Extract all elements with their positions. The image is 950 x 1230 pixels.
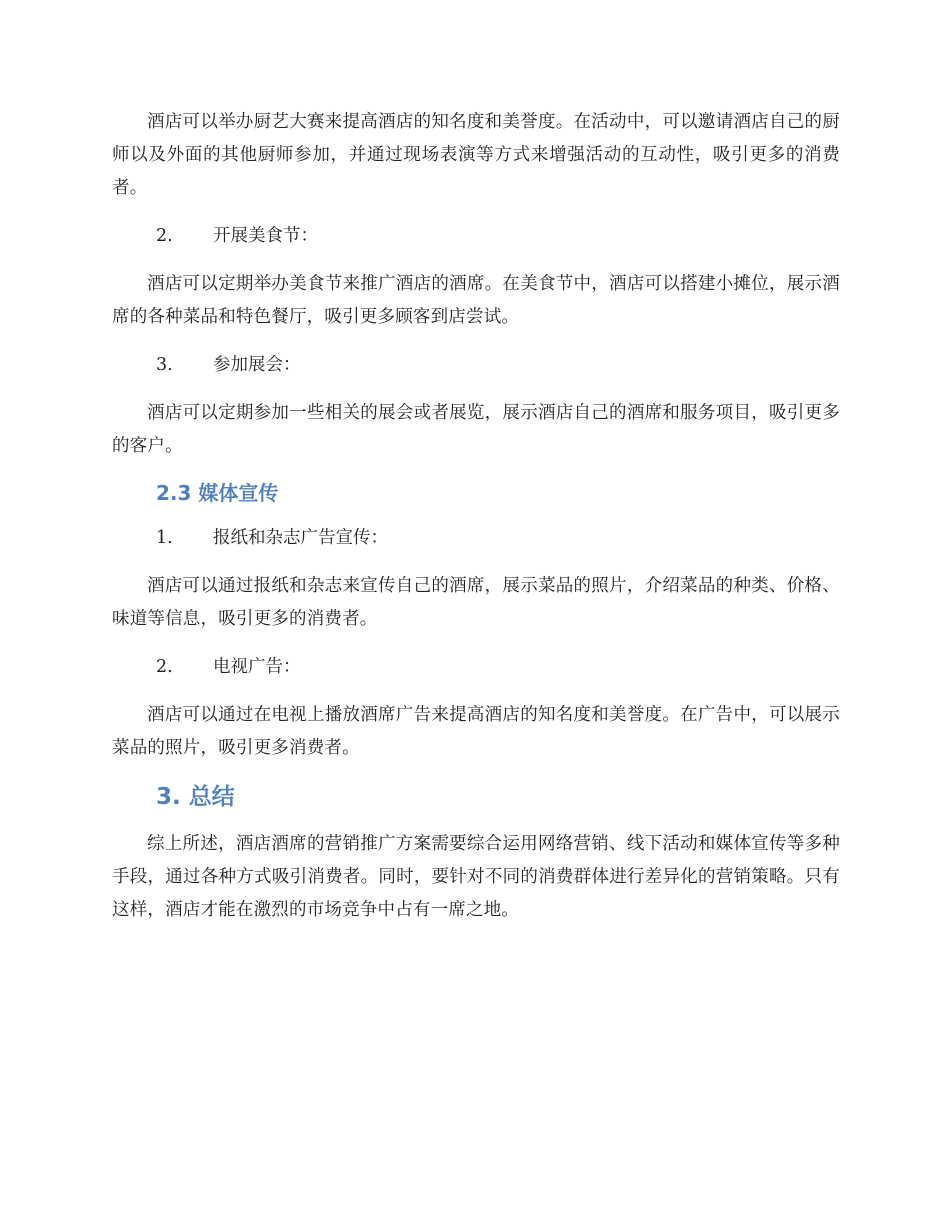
list-item-print-ads — [112, 522, 840, 555]
list-item-number: 1. — [156, 528, 173, 548]
list-item-number: 2. — [156, 226, 173, 246]
list-item-number: 2. — [156, 657, 173, 677]
list-item-number: 3. — [156, 355, 173, 375]
summary-paragraph: 综上所述，酒店酒席的营销推广方案需要综合运用网络营销、线下活动和媒体宣传等多种手段，通过各种方式吸引消费者。同时，要针对不同的消费群体进行差异化的营销策略。只有这样，酒店才能在激烈的市场竞争中占有一席之地。 — [112, 834, 840, 920]
list-item-title: 报纸和杂志广告宣传： — [213, 528, 388, 548]
list-item-food-festival — [112, 220, 840, 253]
list-item-exhibition — [112, 349, 840, 382]
list-item-tv-ads — [112, 651, 840, 684]
list-item-title: 开展美食节： — [213, 226, 318, 246]
document-page — [112, 106, 840, 942]
tv-ads-paragraph: 酒店可以通过在电视上播放酒席广告来提高酒店的知名度和美誉度。在广告中，可以展示菜品的照片，吸引更多消费者。 — [112, 705, 840, 758]
exhibition-paragraph: 酒店可以定期参加一些相关的展会或者展览，展示酒店自己的酒席和服务项目，吸引更多的客户。 — [112, 403, 840, 456]
section-heading-summary: 3. 总结 — [156, 784, 235, 810]
print-ads-paragraph: 酒店可以通过报纸和杂志来宣传自己的酒席，展示菜品的照片，介绍菜品的种类、价格、味道等信息，吸引更多的消费者。 — [112, 576, 840, 629]
intro-paragraph: 酒店可以举办厨艺大赛来提高酒店的知名度和美誉度。在活动中，可以邀请酒店自己的厨师以及外面的其他厨师参加，并通过现场表演等方式来增强活动的互动性，吸引更多的消费者。 — [112, 112, 840, 198]
list-item-title: 参加展会： — [213, 355, 301, 375]
list-item-title: 电视广告： — [213, 657, 301, 677]
food-festival-paragraph: 酒店可以定期举办美食节来推广酒店的酒席。在美食节中，酒店可以搭建小摊位，展示酒席的各种菜品和特色餐厅，吸引更多顾客到店尝试。 — [112, 274, 840, 327]
section-heading-media: 2.3 媒体宣传 — [156, 481, 279, 505]
